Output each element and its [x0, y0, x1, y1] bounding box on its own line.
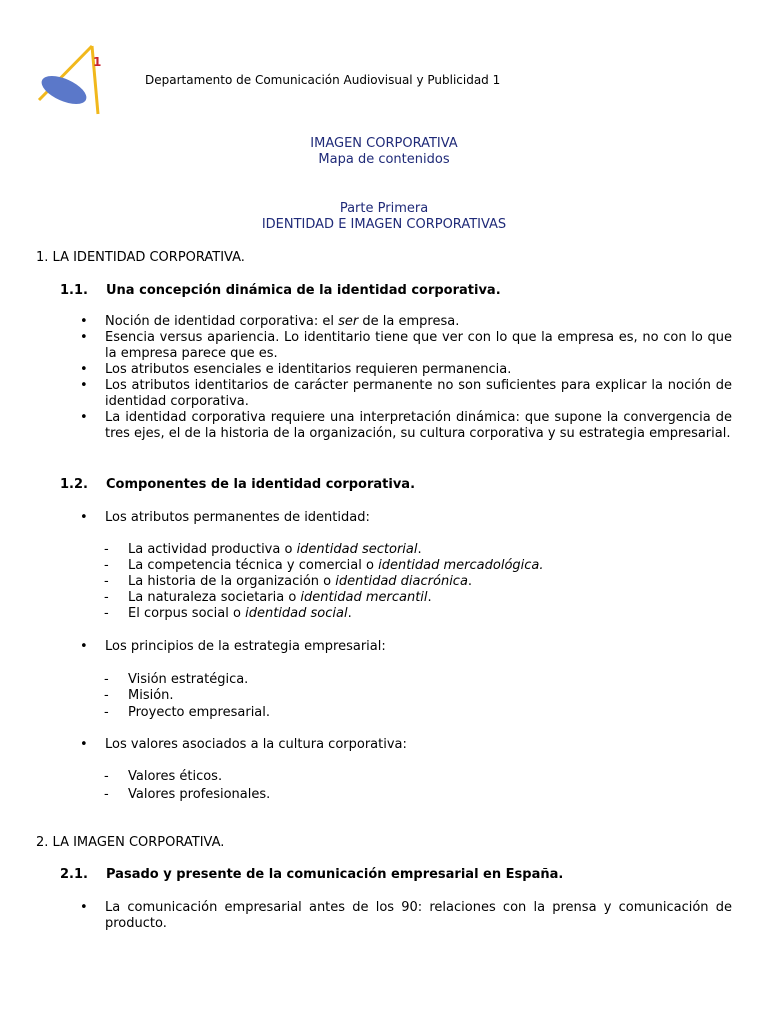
sub-list-item: - Proyecto empresarial. [104, 705, 271, 720]
bullet-glyph: • [80, 639, 88, 654]
dash-glyph: - [104, 558, 109, 573]
list-item: • Los atributos identitarios de carácter permanente no son suficientes para explicar la noción de identidad corporativa. [80, 378, 732, 409]
logo-superscript: 1 [93, 55, 102, 69]
subsection-2-1-heading [60, 867, 563, 883]
dash-glyph: - [104, 574, 109, 589]
department-header: Departamento de Comunicación Audiovisual y Publicidad 1 [145, 73, 501, 87]
bullet-glyph: • [80, 378, 88, 393]
part-title: IDENTIDAD E IMAGEN CORPORATIVAS [261, 217, 507, 232]
subsection-number: 1.1. [60, 283, 88, 298]
sub-list-item: - La actividad productiva o identidad sectorial. [104, 542, 422, 557]
list-item: • La comunicación empresarial antes de los 90: relaciones con la prensa y comunicación de producto. [80, 900, 732, 931]
list-item: • Los atributos esenciales e identitarios requieren permanencia. [80, 362, 512, 377]
bullet-glyph: • [80, 510, 88, 525]
dash-glyph: - [104, 688, 109, 703]
dash-glyph: - [104, 787, 109, 802]
section-2-heading: 2. LA IMAGEN CORPORATIVA. [36, 835, 225, 850]
part-label: Parte Primera [339, 201, 429, 216]
sub-list-item: - Misión. [104, 688, 174, 703]
dash-glyph: - [104, 672, 109, 687]
subsection-1-1-heading [60, 283, 501, 299]
subsection-1-2-heading [60, 477, 415, 493]
dash-glyph: - [104, 590, 109, 605]
bullet-glyph: • [80, 410, 88, 425]
list-item: • Noción de identidad corporativa: el ser de la empresa. [80, 314, 460, 329]
sub-list-item: - Visión estratégica. [104, 672, 249, 687]
dash-glyph: - [104, 769, 109, 784]
dash-glyph: - [104, 606, 109, 621]
subsection-number: 1.2. [60, 477, 88, 492]
subsection-title: Una concepción dinámica de la identidad corporativa. [106, 283, 501, 298]
department-logo [36, 44, 106, 118]
sub-list-item: - Valores profesionales. [104, 787, 271, 802]
subsection-title: Componentes de la identidad corporativa. [106, 477, 416, 492]
section-1-heading: 1. LA IDENTIDAD CORPORATIVA. [36, 250, 245, 265]
bullet-glyph: • [80, 900, 88, 915]
bullet-glyph: • [80, 314, 88, 329]
subsection-title: Pasado y presente de la comunicación empresarial en España. [106, 867, 564, 882]
sub-list-item: - Valores éticos. [104, 769, 223, 784]
list-item: • Los atributos permanentes de identidad: [80, 510, 370, 525]
sub-list-item: - La historia de la organización o identidad diacrónica. [104, 574, 473, 589]
list-item: • Los valores asociados a la cultura corporativa: [80, 737, 407, 752]
sub-list-item: - La competencia técnica y comercial o identidad mercadológica. [104, 558, 544, 573]
subsection-number: 2.1. [60, 867, 88, 882]
bullet-glyph: • [80, 737, 88, 752]
dash-glyph: - [104, 542, 109, 557]
document-title: IMAGEN CORPORATIVA [310, 136, 458, 151]
list-item: • Los principios de la estrategia empresarial: [80, 639, 386, 654]
list-item: • La identidad corporativa requiere una interpretación dinámica: que supone la convergencia de tres ejes, el de la historia de la organización, su cultura corporativa y su estrategia empresarial. [80, 410, 732, 441]
sub-list-item: - El corpus social o identidad social. [104, 606, 352, 621]
bullet-glyph: • [80, 362, 88, 377]
dash-glyph: - [104, 705, 109, 720]
document-subtitle: Mapa de contenidos [318, 152, 450, 167]
bullet-glyph: • [80, 330, 88, 345]
list-item: • Esencia versus apariencia. Lo identitario tiene que ver con lo que la empresa es, no con lo que la empresa parece que es. [80, 330, 732, 361]
sub-list-item: - La naturaleza societaria o identidad mercantil. [104, 590, 432, 605]
